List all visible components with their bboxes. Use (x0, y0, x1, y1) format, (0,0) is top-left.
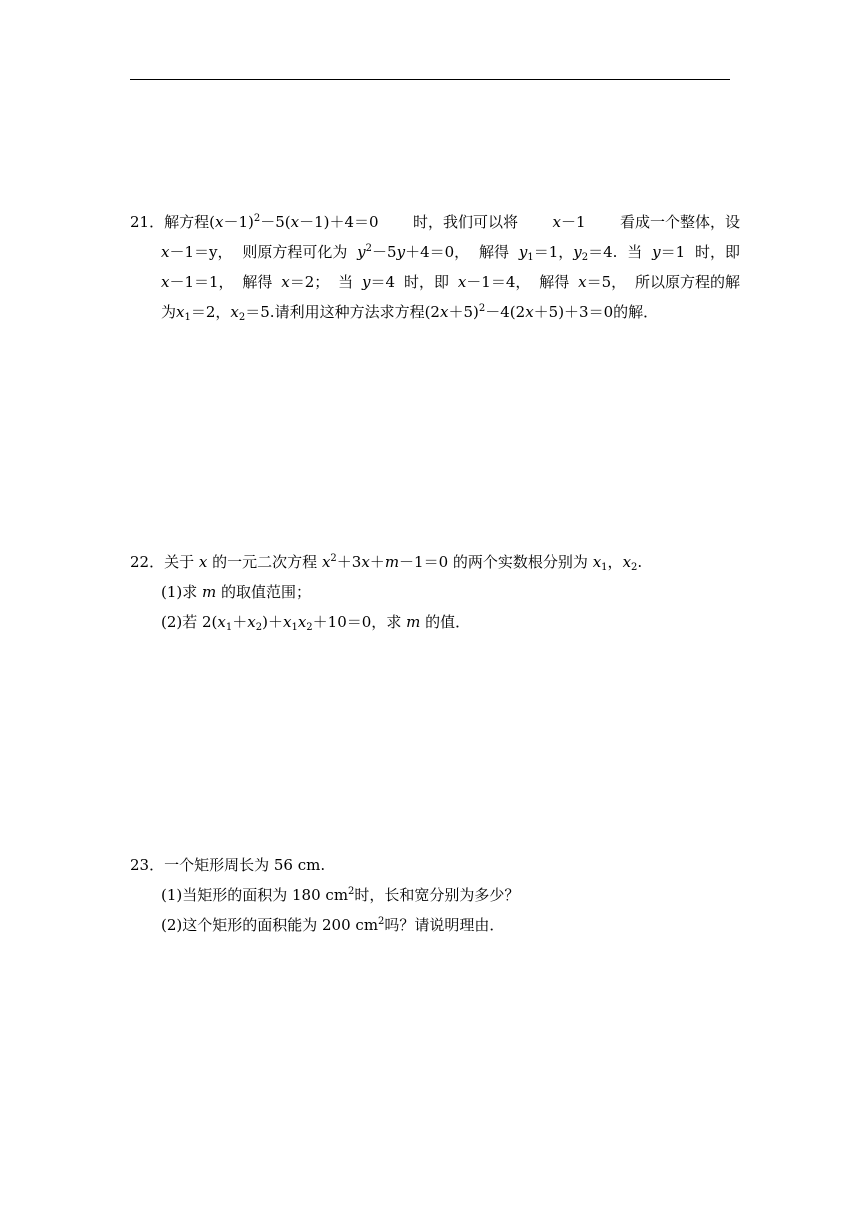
problem-21-line-2: x－1＝y， 则原方程可化为 $y^2-5y+4=0$， 解得 $y_1=1$，$y_2=4$. 当 y＝1 时，即 (161, 243, 740, 263)
problem-21-line-3: x－1＝1， 解得 x＝2； 当 y＝4 时，即 x－1＝4， 解得 x＝5， 所以原方程的解 (161, 273, 740, 291)
problem-22-part-2: (2)若 $2(x_1+x_2)+x_1x_2+10=0$，求 m 的值． (161, 613, 471, 633)
problem-23 (130, 850, 740, 940)
problem-21-line-1: 21．解方程$(x-1)^2-5(x-1)+4=0$ 时，我们可以将 x－1 看成一个整体，设 (130, 213, 740, 231)
problem-23-stem: 23．一个矩形周长为 56 cm. (130, 856, 326, 874)
problem-21 (130, 207, 740, 327)
problem-23-part-2: (2)这个矩形的面积能为 200 $cm^2$吗？请说明理由． (161, 916, 505, 934)
problem-number: 21． (130, 213, 165, 231)
problem-21-line-4: 为$x_1=2$，$x_2=5$.请利用这种方法求方程$(2x+5)^2-4(2x+5)+3=0$的解． (161, 303, 659, 323)
problem-22-part-1: (1)求 m 的取值范围； (161, 583, 312, 601)
problem-22-stem: 22．关于 x 的一元二次方程 $x^2+3x+m-1=0$ 的两个实数根分别为 $x_1$，$x_2$. (130, 553, 643, 573)
problem-23-part-1: (1)当矩形的面积为 180 $cm^2$时，长和宽分别为多少？ (161, 886, 520, 904)
problem-number: 23． (130, 856, 165, 874)
header-rule (130, 79, 730, 80)
problem-number: 22． (130, 553, 165, 571)
problem-22 (130, 547, 740, 637)
